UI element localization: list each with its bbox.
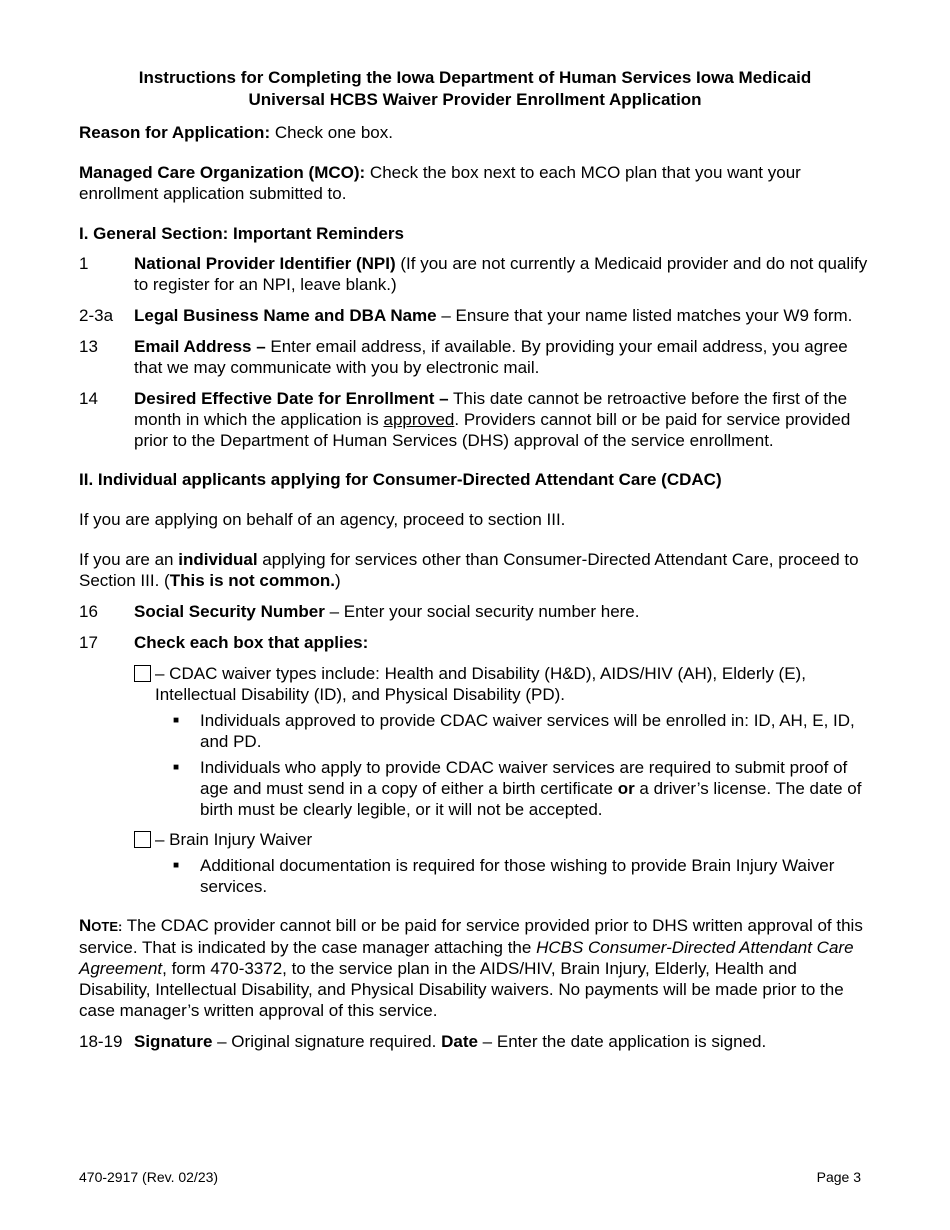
- item-email: 13 Email Address – Enter email address, if available. By providing your email address, you agree that we may communicate with you by electronic mail.: [79, 337, 848, 377]
- mco-paragraph: Managed Care Organization (MCO): Check the box next to each MCO plan that you want your enrollment application submitted to.: [79, 163, 801, 203]
- individual-paragraph: If you are an individual applying for services other than Consumer-Directed Attendant Care, proceed to Section III. (This is not common.): [79, 550, 859, 590]
- brain-injury-checkbox-row: [134, 829, 871, 850]
- list-item: ■ Individuals approved to provide CDAC waiver services will be enrolled in: ID, AH, E, ID, and PD.: [173, 711, 855, 751]
- page-number: Page 3: [816, 1169, 861, 1185]
- section1-heading: I. General Section: Important Reminders: [79, 224, 404, 243]
- note-paragraph: NOTE: The CDAC provider cannot bill or be paid for service provided prior to DHS written approval of this service. That is indicated by the case manager attaching the HCBS Consumer-Directed Attendant Care Agreement, form 470-3372, to the service plan in the AIDS/HIV, Brain Injury, Elderly, Health and Disability, Intellectual Disability, and Physical Disability waivers. No payments will be made prior to the case manager’s written approval of this service.: [79, 916, 863, 1020]
- item-legal-name: 2-3a Legal Business Name and DBA Name – Ensure that your name listed matches your W9 form.: [79, 306, 853, 325]
- section2-heading: II. Individual applicants applying for Consumer-Directed Attendant Care (CDAC): [79, 470, 722, 489]
- item-check-applies: 17 Check each box that applies:: [79, 633, 369, 652]
- item-effective-date: 14 Desired Effective Date for Enrollment – This date cannot be retroactive before the first of the month in which the application is approved. Providers cannot bill or be paid for service provided prior to the Department of Human Services (DHS) approval of the service enrollment.: [79, 389, 851, 450]
- bullet-icon: ■: [173, 762, 180, 773]
- item-ssn: 16 Social Security Number – Enter your social security number here.: [79, 602, 640, 621]
- agency-paragraph: If you are applying on behalf of an agency, proceed to section III.: [79, 510, 566, 529]
- cdac-checkbox-row: [134, 663, 871, 705]
- page-title: Instructions for Completing the Iowa Department of Human Services Iowa Medicaid Universal HCBS Waiver Provider Enrollment Application: [138, 68, 812, 109]
- document-page: [79, 67, 871, 1062]
- reason-paragraph: Reason for Application: Check one box.: [79, 123, 393, 142]
- page-footer: [79, 1167, 861, 1188]
- item-npi: 1 National Provider Identifier (NPI) (If you are not currently a Medicaid provider and do not qualify to register for an NPI, leave blank.): [79, 254, 868, 294]
- form-number: 470-2917 (Rev. 02/23): [79, 1169, 219, 1185]
- cdac-checkbox[interactable]: [134, 665, 151, 682]
- bullet-icon: ■: [173, 860, 180, 871]
- list-item: ■ Additional documentation is required for those wishing to provide Brain Injury Waiver services.: [173, 856, 835, 896]
- cdac-checkbox-label: – CDAC waiver types include: Health and Disability (H&D), AIDS/HIV (AH), Elderly (E), Intellectual Disability (ID), and Physical Disability (PD).: [155, 664, 806, 704]
- brain-injury-checkbox-label: – Brain Injury Waiver: [155, 830, 313, 849]
- list-item: ■ Individuals who apply to provide CDAC waiver services are required to submit proof of age and must send in a copy of either a birth certificate or a driver’s license. The date of birth must be clearly legible, or it will not be accepted.: [173, 758, 862, 819]
- item-signature-date: 18-19 Signature – Original signature required. Date – Enter the date application is signed.: [79, 1032, 767, 1051]
- bullet-icon: ■: [173, 715, 180, 726]
- brain-injury-checkbox[interactable]: [134, 831, 151, 848]
